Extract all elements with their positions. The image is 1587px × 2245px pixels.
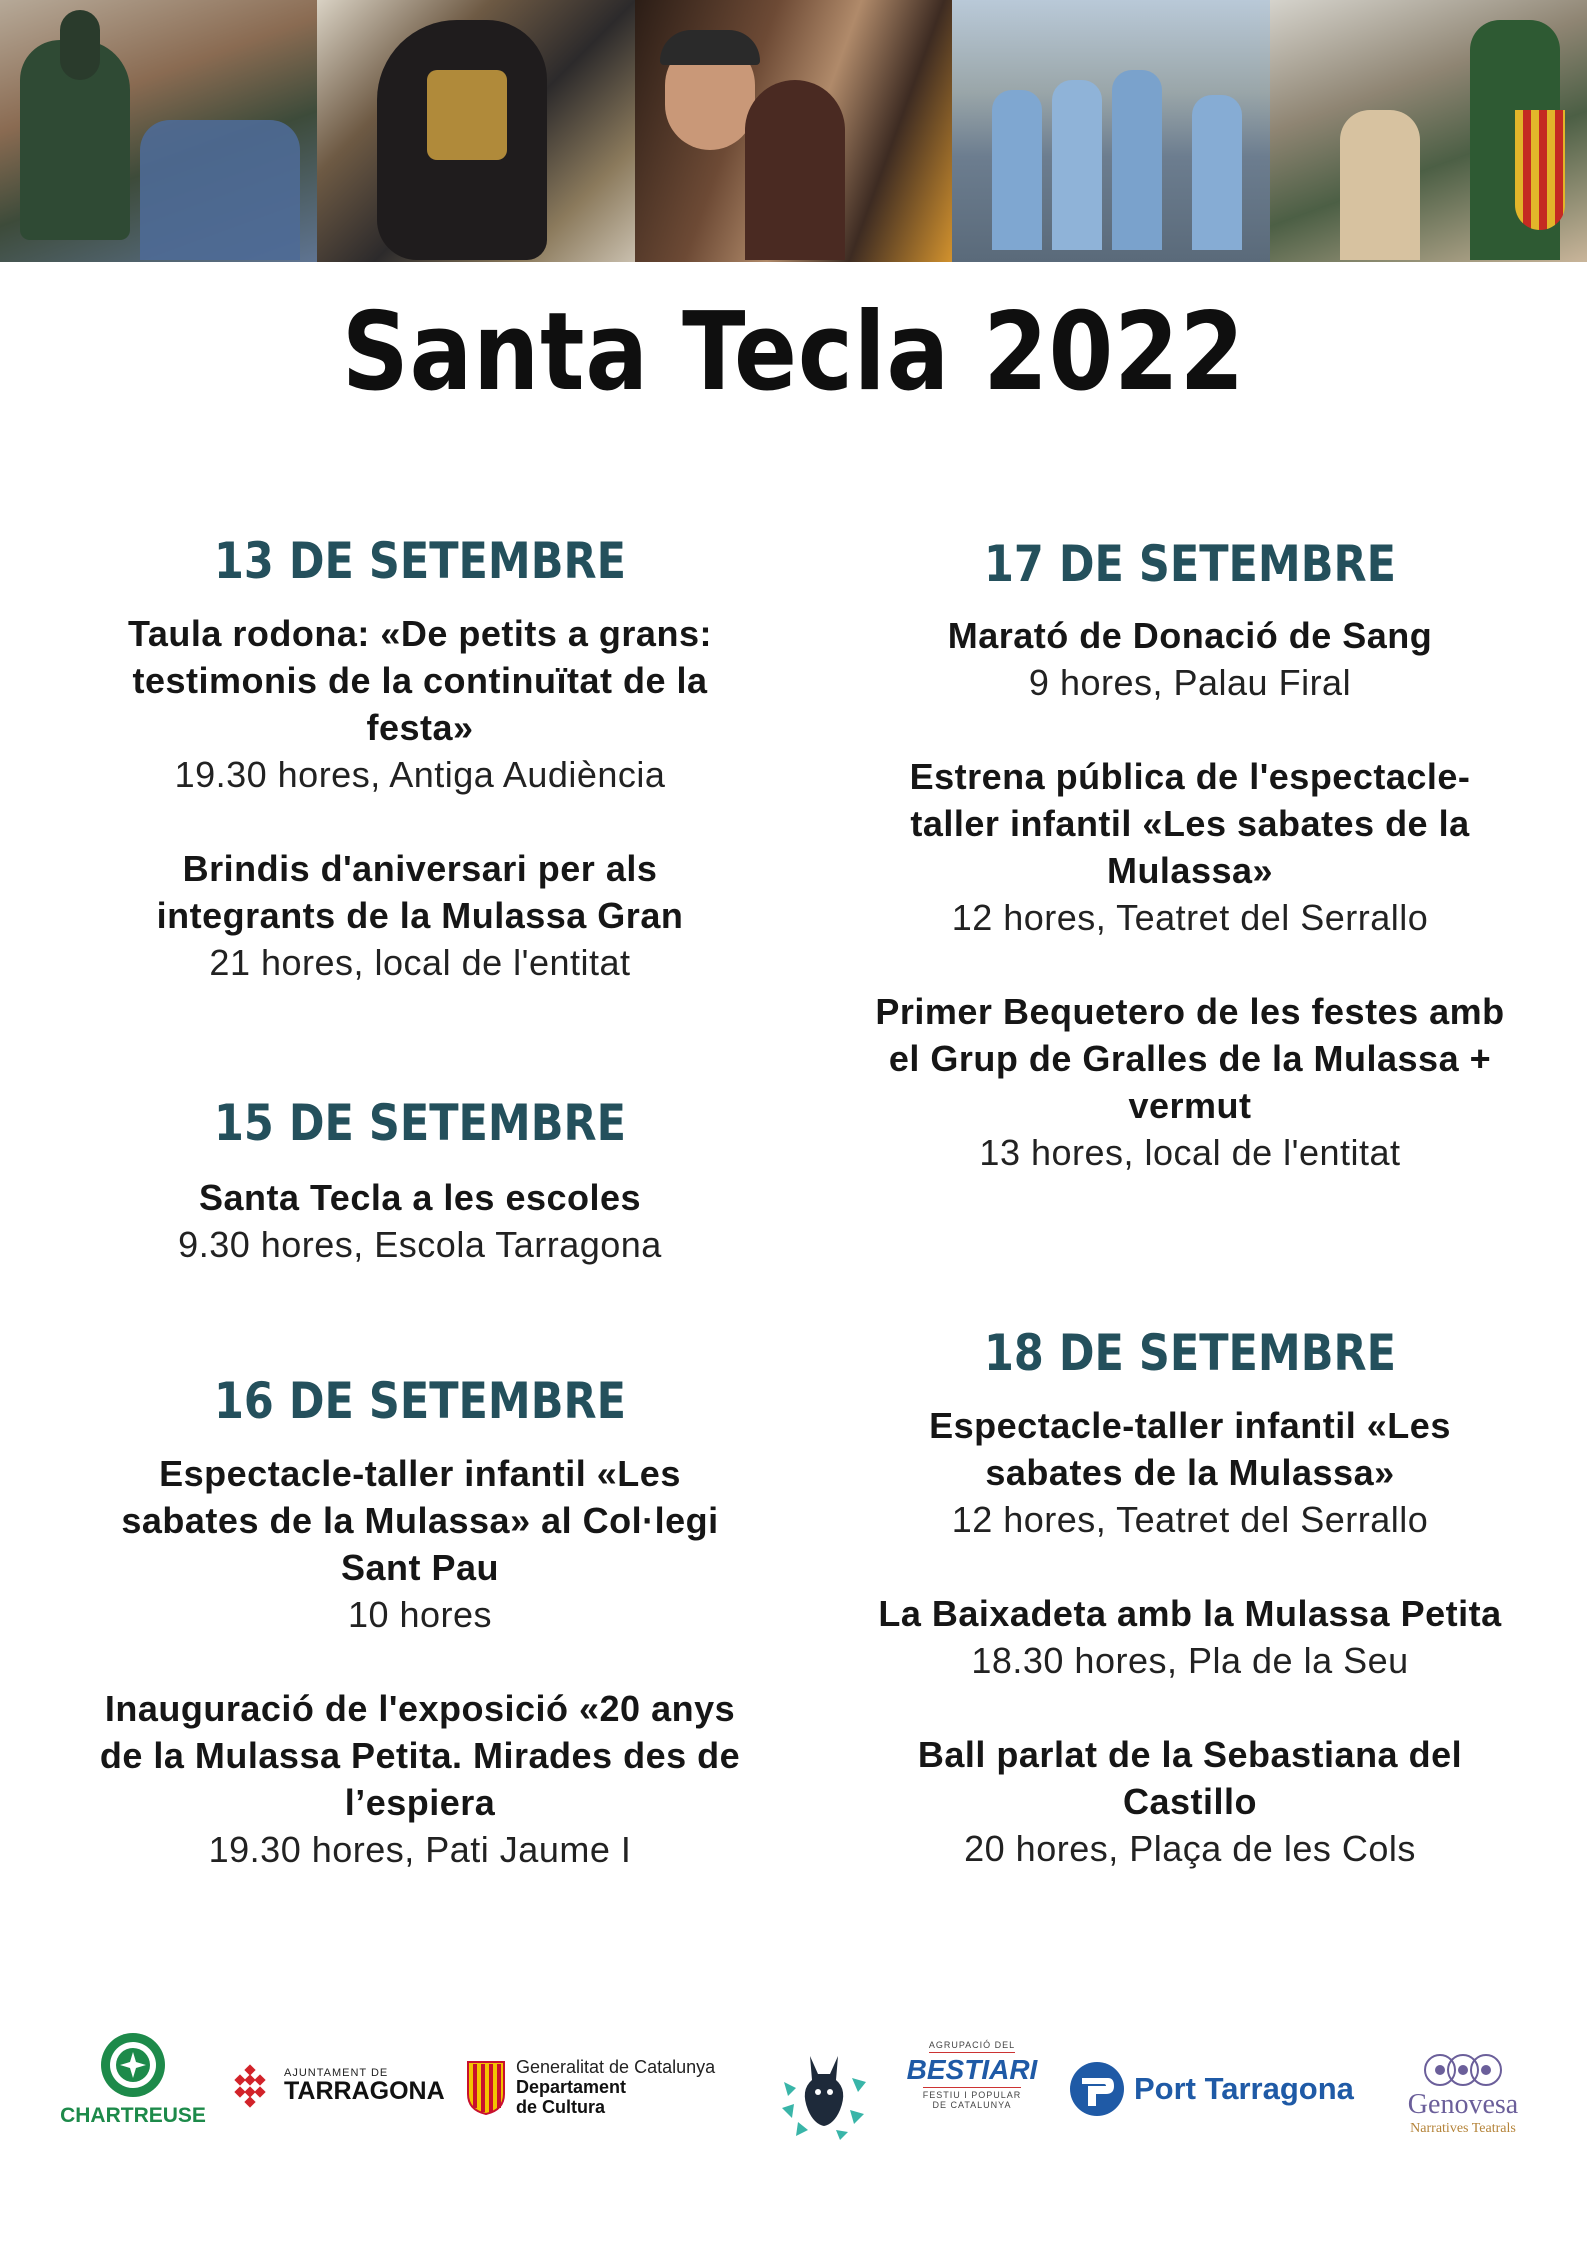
date-heading: 15 DE SETEMBRE	[214, 1094, 626, 1152]
sponsor-logos	[0, 2030, 1587, 2160]
bestiari-bottom-label-1: FESTIU I POPULAR	[923, 2087, 1022, 2100]
tarragona-label: TARRAGONA	[284, 2077, 445, 2105]
chartreuse-seal-icon	[98, 2030, 168, 2100]
port-tarragona-logo	[1068, 2060, 1354, 2118]
ajuntament-tarragona-logo	[228, 2064, 445, 2108]
event-title: Inauguració de l'exposició «20 anys de la Mulassa Petita. Mirades des de l’espiera	[99, 1688, 741, 1823]
couple-photo	[635, 0, 952, 262]
ajuntament-label: AJUNTAMENT DE	[284, 2067, 389, 2079]
date-heading: 17 DE SETEMBRE	[984, 535, 1396, 593]
port-emblem-icon	[1068, 2060, 1126, 2118]
event-detail: 13 hores, local de l'entitat	[979, 1132, 1401, 1173]
event-title: Espectacle-taller infantil «Les sabates de la Mulassa»	[929, 1405, 1451, 1493]
event-title: Santa Tecla a les escoles	[198, 1177, 642, 1218]
date-heading: 18 DE SETEMBRE	[984, 1324, 1396, 1382]
schedule-right-column-2	[810, 1322, 1570, 1872]
drummers-photo	[952, 0, 1269, 262]
bestiari-logo	[906, 2040, 1038, 2110]
mulassa-head-photo	[317, 0, 634, 262]
event-title: Espectacle-taller infantil «Les sabates de la Mulassa» al Col·legi Sant Pau	[121, 1453, 719, 1588]
cultura-label: de Cultura	[516, 2096, 606, 2117]
event-detail: 12 hores, Teatret del Serrallo	[951, 1499, 1429, 1540]
date-heading: 16 DE SETEMBRE	[214, 1372, 626, 1430]
date-heading: 13 DE SETEMBRE	[214, 532, 626, 590]
schedule-left-column	[30, 530, 810, 986]
mulassa-logo	[778, 2052, 870, 2140]
event-detail: 9 hores, Palau Firal	[1028, 662, 1352, 703]
mulassa-head-icon	[778, 2052, 870, 2140]
event-detail: 9.30 hores, Escola Tarragona	[178, 1224, 662, 1265]
senyera-shield-icon	[466, 2060, 506, 2116]
generalitat-logo	[466, 2058, 715, 2117]
generalitat-label: Generalitat de Catalunya	[516, 2057, 716, 2077]
event-detail: 21 hores, local de l'entitat	[209, 942, 631, 983]
event-title: Taula rodona: «De petits a grans: testimonis de la continuïtat de la festa»	[128, 613, 712, 748]
genovesa-sub-label: Narratives Teatrals	[1410, 2120, 1516, 2136]
mulassa-parade-photo	[0, 0, 317, 262]
schedule-left-column-3	[30, 1370, 810, 1873]
departament-label: Departament	[516, 2076, 627, 2097]
bestiari-top-label: AGRUPACIÓ DEL	[929, 2040, 1015, 2053]
event-detail: 19.30 hores, Antiga Audiència	[174, 754, 666, 795]
event-title: Estrena pública de l'espectacle- taller infantil «Les sabates de la Mulassa»	[909, 756, 1471, 891]
schedule-left-column-2	[30, 1092, 810, 1268]
genovesa-ornament-icon	[1420, 2050, 1506, 2090]
event-detail: 20 hores, Plaça de les Cols	[964, 1828, 1416, 1869]
event-title: Marató de Donació de Sang	[947, 615, 1433, 656]
event-detail: 18.30 hores, Pla de la Seu	[971, 1640, 1409, 1681]
banner-photo-strip	[0, 0, 1587, 262]
event-title: Brindis d'aniversari per als integrants de la Mulassa Gran	[156, 848, 684, 936]
bestiari-label: BESTIARI	[906, 2054, 1038, 2085]
port-label: Port Tarragona	[1134, 2071, 1354, 2106]
event-title: Primer Bequetero de les festes amb el Grup de Gralles de la Mulassa + vermut	[875, 991, 1505, 1126]
bestiari-bottom-label-2: DE CATALUNYA	[932, 2099, 1012, 2110]
event-detail: 12 hores, Teatret del Serrallo	[951, 897, 1429, 938]
event-title: La Baixadeta amb la Mulassa Petita	[878, 1593, 1502, 1634]
page-title: Santa Tecla 2022	[341, 290, 1246, 415]
tarragona-emblem-icon	[228, 2064, 272, 2108]
schedule-right-column	[810, 533, 1570, 1176]
chartreuse-logo	[60, 2030, 206, 2150]
giants-photo	[1270, 0, 1587, 262]
event-detail: 10 hores	[347, 1594, 493, 1635]
genovesa-logo	[1398, 2050, 1528, 2137]
chartreuse-label: CHARTREUSE	[60, 2104, 206, 2127]
event-title: Ball parlat de la Sebastiana del Castillo	[917, 1734, 1463, 1822]
genovesa-label: Genovesa	[1407, 2089, 1519, 2120]
event-detail: 19.30 hores, Pati Jaume I	[208, 1829, 632, 1870]
